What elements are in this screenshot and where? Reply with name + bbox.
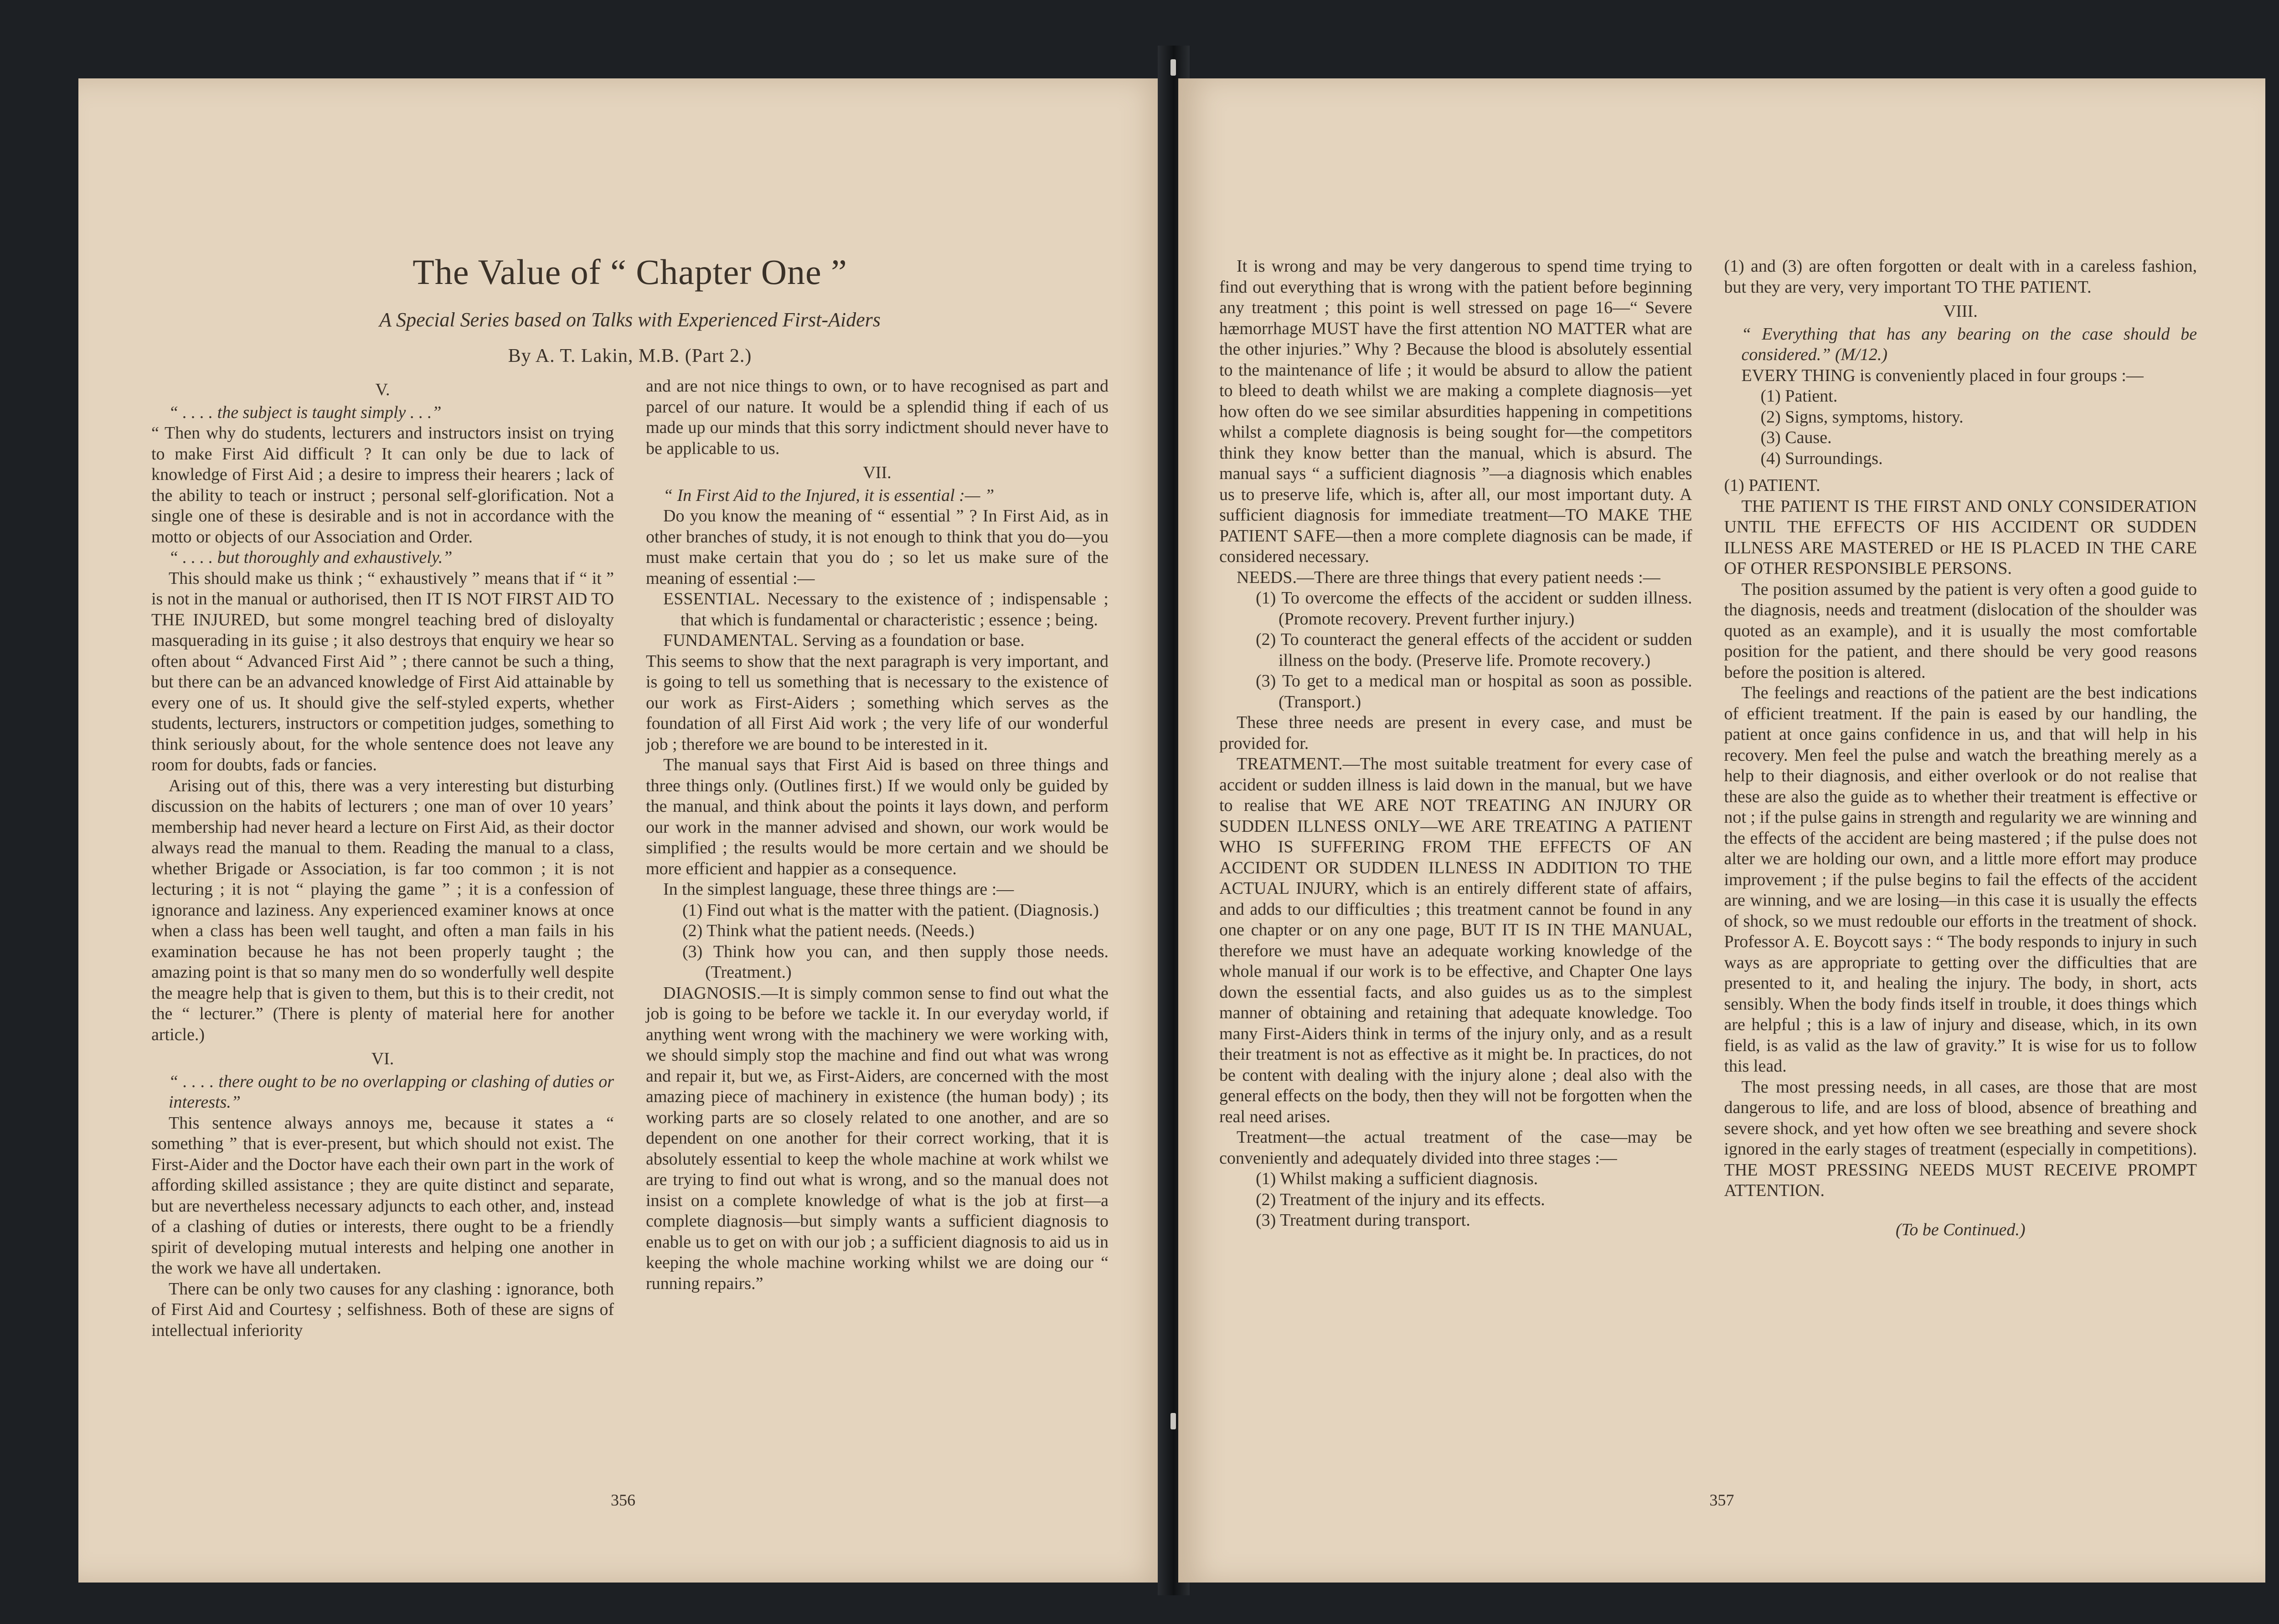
paragraph: There can be only two causes for any clashing : ignorance, both of First Aid and Courtesy ; selfishness. Both of these are signs of intellectual inferiority — [151, 1279, 614, 1340]
paragraph: (1) Patient. — [1760, 387, 1838, 406]
paragraph: Arising out of this, there was a very interesting but disturbing discussion on the habits of lecturers ; one man of over 10 years’ membership had never heard a lecture on First Aid, as their doctor always read the manual to them. Reading the manual to a class, whether Brigade or Association, is far too common ; it is not lecturing ; it is not “ playing the game ” ; it is a confession of ignorance and laziness. Any experienced examiner knows at once when a class has been well taught, and often a man fails in his examination because he has not been properly taught ; the amazing point is that so many men do so wonderfully well despite the meagre help that is given to them, but this is to their credit, not the “ lecturer.” (There is plenty of material here for another article.) — [151, 776, 614, 1044]
section-heading: VIII. — [1943, 302, 1978, 321]
staple-icon — [1170, 1413, 1176, 1429]
left-page — [78, 78, 1168, 1583]
paragraph: (3) Think how you can, and then supply those needs. (Treatment.) — [682, 942, 1109, 982]
staple-icon — [1170, 59, 1176, 76]
right-page — [1178, 78, 2265, 1583]
paragraph: (4) Surroundings. — [1760, 449, 1883, 468]
right-page-column-1 — [1219, 256, 1692, 1240]
paragraph: and are not nice things to own, or to have recognised as part and parcel of our nature. It would be a splendid thing if each of us made up our minds that this sorry indictment should never have to be applicable to us. — [646, 376, 1109, 458]
paragraph: (1) Find out what is the matter with the patient. (Diagnosis.) — [682, 900, 1099, 920]
paragraph: The feelings and reactions of the patient are the best indications of efficient treatment. If the pain is eased by our handling, the patient at once gains confidence in us, and that will help in his recovery. Men feel the pulse and watch the breathing merely as a help to their diagnosis, and either overlook or do not realise that these are also the guide as to whether their treatment is effective or not ; if the pulse gains in strength and regularity we are winning and the effects of the accident are being mastered ; if the pulse does not alter we are holding our own, and a little more effort may produce improvement ; if the pulse begins to fail the effects of the accident are winning, and we are losing—in this case it is usually the effects of shock, so we must redouble our efforts in the treatment of shock. Professor A. E. Boycott says : “ The body responds to injury in such ways as are appropriate to getting over the difficulties that are presented to it, and healing the injury. The body, in short, acts sensibly. When the body finds itself in trouble, it does things which are helpful ; this is a law of injury and disease, which, in its own field, is as valid as the law of gravity.” It is wise for us to follow this lead. — [1724, 683, 2197, 1076]
paragraph: NEEDS.—There are three things that every patient needs :— — [1237, 567, 1660, 587]
paragraph: In the simplest language, these three things are :— — [663, 880, 1014, 899]
paragraph: It is wrong and may be very dangerous to spend time trying to find out everything that is wrong with the patient before beginning any treatment ; this point is well stressed on page 16—“ Severe hæmorrhage MUST have the first attention NO MATTER what are the other injuries.” Why ? Because the blood is absolutely essential to the maintenance of life ; it would be absurd to allow the patient to bleed to death whilst we are making a complete diagnosis—yet how often do we see similar absurdities happening in competitions whilst a complete diagnosis is being sought for—the competitors think they know better than the manual, which is absurd. The manual says “ a sufficient diagnosis ”—a diagnosis which enables us to preserve life, which is, after all, our most important duty. A sufficient diagnosis for immediate treatment—TO MAKE THE PATIENT SAFE—then a more complete diagnosis can be made, if considered necessary. — [1219, 257, 1692, 566]
paragraph: (2) Think what the patient needs. (Needs.) — [682, 921, 975, 940]
article-header — [151, 252, 1109, 367]
paragraph: “ . . . . but thoroughly and exhaustively.” — [169, 548, 453, 567]
left-page-column-2 — [646, 376, 1109, 1341]
paragraph: (1) Whilst making a sufficient diagnosis. — [1256, 1169, 1538, 1188]
paragraph: (3) Treatment during transport. — [1256, 1211, 1470, 1230]
section-heading: VI. — [371, 1049, 394, 1068]
paragraph: Treatment—the actual treatment of the case—may be conveniently and adequately divided into three stages :— — [1219, 1128, 1692, 1168]
paragraph: Do you know the meaning of “ essential ” ? In First Aid, as in other branches of study, it is not enough to think that you do—you must make certain that you do ; so let us make sure of the meaning of essential :— — [646, 506, 1109, 588]
left-page-columns — [151, 376, 1109, 1341]
article-title: The Value of “ Chapter One ” — [412, 252, 847, 292]
paragraph: “ In First Aid to the Injured, it is essential :— ” — [663, 485, 995, 505]
paragraph: (1) and (3) are often forgotten or dealt with in a careless fashion, but they are very, very important TO THE PATIENT. — [1724, 257, 2197, 297]
paragraph: EVERY THING is conveniently placed in four groups :— — [1741, 366, 2144, 385]
paragraph: (2) To counteract the general effects of the accident or sudden illness on the body. (Preserve life. Promote recovery.) — [1256, 630, 1692, 670]
page-number-right: 357 — [1709, 1491, 1734, 1509]
paragraph: (3) Cause. — [1760, 428, 1832, 447]
paragraph: “ Then why do students, lecturers and instructors insist on trying to make First Aid difficult ? It can only be due to lack of knowledge of First Aid ; a desire to impress their hearers ; lack of the ability to teach or instruct ; personal self-glorification. Not a single one of these is desirable and is not in accordance with the motto or objects of our Association and Order. — [151, 423, 614, 546]
paragraph: THE PATIENT IS THE FIRST AND ONLY CONSIDERATION UNTIL THE EFFECTS OF HIS ACCIDENT OR SUDDEN ILLNESS ARE MASTERED or HE IS PLACED IN THE CARE OF OTHER RESPONSIBLE PERSONS. — [1724, 496, 2197, 578]
paragraph: “ . . . . the subject is taught simply . . .” — [169, 402, 442, 422]
paragraph: This should make us think ; “ exhaustively ” means that if “ it ” is not in the manual or authorised, then IT IS NOT FIRST AID TO THE INJURED, but some mongrel teaching bred of disloyalty masquerading in its guise ; it also destroys that enquiry we hear so often about “ Advanced First Aid ” ; there cannot be such a thing, but there can be an advanced knowledge of First Aid attainable by every one of us. It should give the self-styled experts, whether students, lecturers, instructors or competition judges, something to think seriously about, for the whole sentence does not leave any room for doubts, fads or fancies. — [151, 568, 614, 774]
left-page-column-1 — [151, 376, 614, 1341]
page-number-left: 356 — [611, 1491, 635, 1509]
paragraph: (1) PATIENT. — [1724, 476, 1820, 495]
paragraph: This seems to show that the next paragraph is very important, and is going to tell us something that is necessary to the existence of our work as First-Aiders ; something which serves as the foundation of all First Aid work ; the very life of our wonderful job ; therefore we are bound to be interested in it. — [646, 651, 1109, 754]
paragraph: (2) Treatment of the injury and its effects. — [1256, 1190, 1545, 1209]
paragraph: “ Everything that has any bearing on the case should be considered.” (M/12.) — [1741, 324, 2197, 364]
paragraph: (2) Signs, symptoms, history. — [1760, 407, 1964, 427]
section-heading: VII. — [863, 463, 892, 482]
paragraph: The most pressing needs, in all cases, are those that are most dangerous to life, and are loss of blood, absence of breathing and severe shock, and yet how often we see breathing and severe shock ignored in the early stages of treatment (especially in competitions). THE MOST PRESSING NEEDS MUST RECEIVE PROMPT ATTENTION. — [1724, 1077, 2197, 1200]
article-byline: By A. T. Lakin, M.B. (Part 2.) — [508, 345, 752, 366]
paragraph: These three needs are present in every case, and must be provided for. — [1219, 713, 1692, 753]
paragraph: “ . . . . there ought to be no overlapping or clashing of duties or interests.” — [169, 1072, 614, 1112]
paragraph: (To be Continued.) — [1895, 1220, 2026, 1239]
article-subtitle: A Special Series based on Talks with Experienced First-Aiders — [379, 309, 881, 331]
paragraph: (3) To get to a medical man or hospital as soon as possible. (Transport.) — [1256, 671, 1692, 711]
right-page-columns — [1219, 256, 2197, 1240]
paragraph: DIAGNOSIS.—It is simply common sense to find out what the job is going to be before we tackle it. In our everyday world, if anything went wrong with the machinery we were working with, we should simply stop the machine and find out what was wrong and repair it, but we, as First-Aiders, are concerned with the most amazing piece of machinery in existence (the human body) ; its working parts are so closely related to one another, and are so dependent on one another for their correct working, that it is absolutely essential to keep the whole machine at work whilst we are trying to find out what is wrong, and so the manual does not insist on a complete knowledge of what is the job at first—a complete diagnosis—but simply wants a sufficient diagnosis to enable us to get on with our job ; a sufficient diagnosis to aid us in keeping the whole machine working whilst we are doing our “ running repairs.” — [646, 983, 1109, 1293]
paragraph: FUNDAMENTAL. Serving as a foundation or base. — [663, 631, 1025, 650]
paragraph: The manual says that First Aid is based on three things and three things only. (Outlines first.) If we would only be guided by the manual, and think about the points it lays down, and perform our work in the manner advised and shown, our work would be simplified ; the results would be more certain and we should be more efficient and happier as a consequence. — [646, 755, 1109, 878]
paragraph: ESSENTIAL. Necessary to the existence of ; indispensable ; that which is fundamental or characteristic ; essence ; being. — [663, 589, 1109, 629]
paragraph: The position assumed by the patient is very often a good guide to the diagnosis, needs and treatment (dislocation of the shoulder was quoted as an example), and it is usually the most comfortable position for the patient, and there should be very good reasons before the position is altered. — [1724, 579, 2197, 682]
paragraph: TREATMENT.—The most suitable treatment for every case of accident or sudden illness is laid down in the manual, but we have to realise that WE ARE NOT TREATING AN INJURY OR SUDDEN ILLNESS ONLY—WE ARE TREATING A PATIENT WHO IS SUFFERING FROM THE EFFECTS OF AN ACCIDENT OR SUDDEN ILLNESS IN ADDITION TO THE ACTUAL INJURY, which is an entirely different state of affairs, and adds to our difficulties ; this treatment cannot be found in any one chapter or on any one page, BUT IT IS IN THE MANUAL, therefore we must have an adequate working knowledge of the whole manual if our work is to be effective, and Chapter One lays down the essential facts, and also guides us as to the simplest manner of obtaining and retaining that adequate knowledge. Too many First-Aiders think in terms of the injury only, and as a result their treatment is not as effective as it might be. In practices, do not be content with dealing with the injury alone ; deal also with the general effects on the body, then they will not be forgotten when the real need arises. — [1219, 754, 1692, 1126]
paragraph: (1) To overcome the effects of the accident or sudden illness. (Promote recovery. Prevent further injury.) — [1256, 588, 1692, 629]
paragraph: This sentence always annoys me, because it states a “ something ” that is ever-present, but which should not exist. The First-Aider and the Doctor have each their own part in the work of affording skilled assistance ; they are quite distinct and separate, but are nevertheless necessary adjuncts to each other, and, instead of a clashing of duties or interests, there ought to be a friendly spirit of developing mutual interests and helping one another in the work we have all undertaken. — [151, 1113, 614, 1278]
right-page-column-2 — [1724, 256, 2197, 1240]
section-heading: V. — [375, 380, 390, 399]
